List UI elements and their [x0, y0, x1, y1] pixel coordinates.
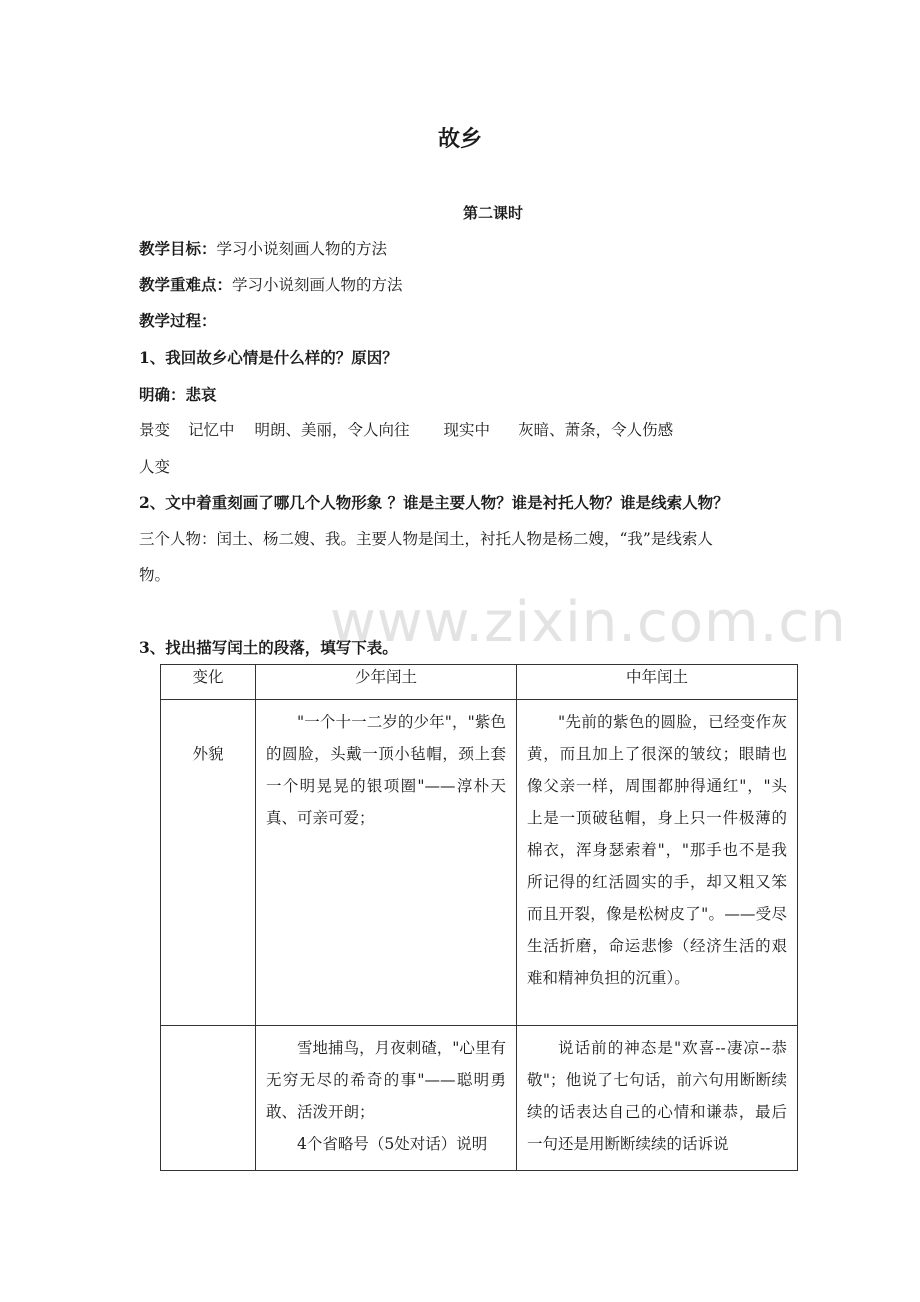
table-header-row: [161, 665, 798, 700]
lesson-subtitle: 第二课时: [462, 204, 523, 222]
objective-line: [139, 237, 387, 259]
answer-2-line-1: 三个人物：闰土、杨二嫂、我。主要人物是闰土，衬托人物是杨二嫂，“我”是线索人: [139, 530, 713, 548]
objective-label: 教学目标：: [139, 239, 217, 258]
scene-reality-text: 灰暗、萧条，令人伤感: [518, 421, 674, 439]
header-change: 变化: [161, 665, 256, 700]
watermark: www.zixin.com.cn: [330, 590, 847, 655]
document-title: 故乡: [437, 126, 482, 152]
scene-reality-label: 现实中: [443, 421, 491, 439]
young-appearance-text: "一个十一二岁的少年"，"紫色的圆脸，头戴一顶小毡帽，颈上套一个明晃晃的银项圈"——淳朴天真、可亲可爱；: [266, 713, 506, 827]
process-label: 教学过程：: [139, 311, 217, 330]
table-row: [161, 1026, 798, 1171]
runtu-comparison-table: [160, 664, 798, 1171]
question-3: 3、找出描写闰土的段落，填写下表。: [139, 638, 398, 657]
row-label-empty: [161, 1026, 255, 1064]
question-1: 1、我回故乡心情是什么样的？原因？: [139, 348, 398, 367]
key-point-line: [139, 273, 403, 295]
key-point-text: 学习小说刻画人物的方法: [232, 276, 403, 294]
scene-memory-label: 记忆中: [188, 421, 235, 439]
objective-text: 学习小说刻画人物的方法: [216, 240, 388, 258]
scene-change-line: [139, 418, 673, 440]
middle-appearance-text: "先前的紫色的圆脸，已经变作灰黄，而且加上了很深的皱纹；眼睛也像父亲一样，周围都肿得通红"，"头上是一顶破毡帽，身上只一件极薄的棉衣，浑身瑟索着"，"那手也不是我所记得的红活圆实的手，却又粗又笨而且开裂，像是松树皮了"。——受尽生活折磨，命运悲惨（经济生活的艰难和精神负担的沉重）。: [527, 713, 787, 987]
answer-2-line-2: 物。: [139, 566, 171, 584]
header-young-runtu: 少年闰土: [256, 665, 517, 700]
header-middle-runtu: 中年闰土: [517, 665, 798, 700]
young-action-text: 雪地捕鸟，月夜刺碴，"心里有无穷无尽的希奇的事"——聪明勇敢、活泼开朗；: [266, 1039, 506, 1121]
young-dialogue-text: 4个省略号（5处对话）说明: [297, 1135, 488, 1153]
scene-memory-text: 明朗、美丽，令人向往: [254, 421, 410, 439]
people-change: 人变: [139, 458, 171, 476]
table-row: [161, 700, 798, 1026]
answer-1: 明确：悲哀: [139, 385, 217, 404]
question-2: 2、文中着重刻画了哪几个人物形象 ？谁是主要人物？谁是衬托人物？谁是线索人物？: [139, 493, 729, 512]
row-label-appearance: 外貌: [192, 745, 224, 763]
middle-speech-text: 说话前的神态是"欢喜--凄凉--恭敬"；他说了七句话，前六句用断断续续的话表达自己的心情和谦恭，最后一句还是用断断续续的话诉说: [527, 1039, 787, 1153]
key-point-label: 教学重难点：: [139, 275, 233, 294]
scene-change-label: 景变: [139, 421, 171, 439]
